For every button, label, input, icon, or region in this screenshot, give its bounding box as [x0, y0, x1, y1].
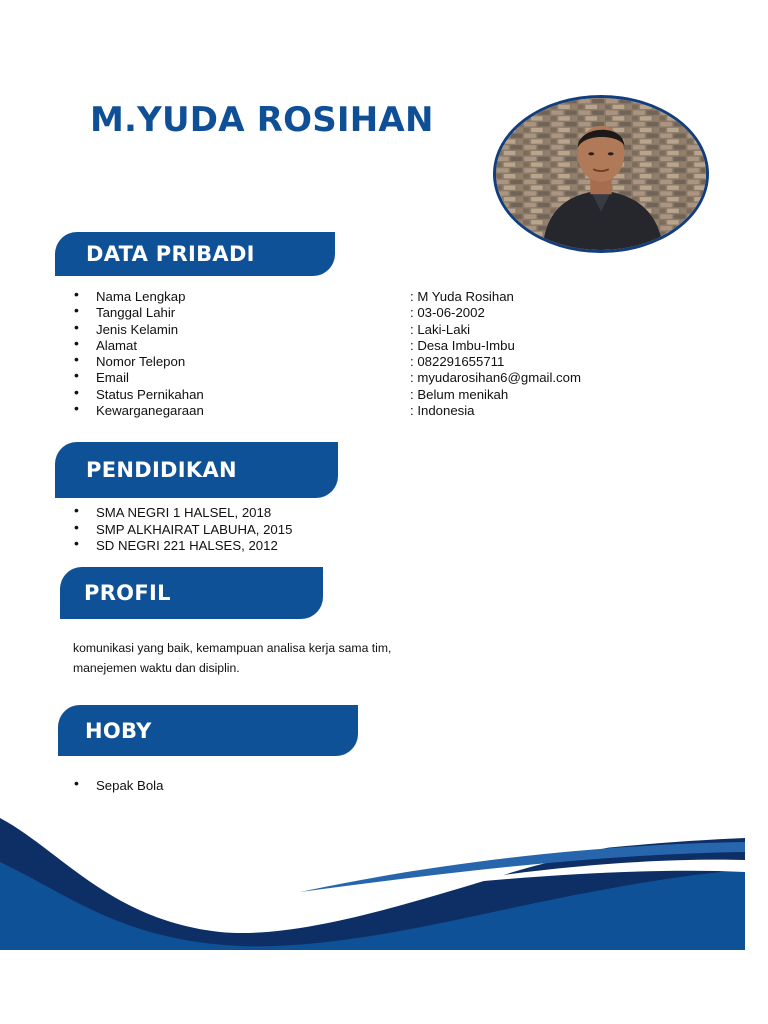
field-value: : Desa Imbu-Imbu [410, 337, 515, 353]
page-title: M.YUDA ROSIHAN [90, 100, 434, 140]
bullet-icon: • [74, 286, 79, 302]
section-title: PROFIL [84, 581, 171, 605]
section-header-pendidikan [55, 442, 338, 498]
field-label: Kewarganegaraan [96, 403, 204, 419]
bullet-icon: • [74, 383, 79, 400]
field-label: Nama Lengkap [96, 289, 186, 304]
field-value: : Laki-Laki [410, 321, 471, 337]
bullet-icon: • [74, 318, 79, 335]
education-entry: SMP ALKHAIRAT LABUHA, 2015 [96, 521, 293, 537]
field-label: Jenis Kelamin [96, 321, 179, 337]
bullet-icon: • [74, 400, 79, 417]
field-value: : 03-06-2002 [410, 305, 485, 321]
field-label: Nomor Telepon [96, 354, 186, 370]
field-value: : Belum menikah [410, 386, 509, 402]
field-value: : Indonesia [410, 403, 475, 419]
bullet-icon: • [74, 351, 79, 368]
bullet-icon: • [74, 535, 79, 551]
hobby-entry: Sepak Bola [96, 778, 164, 793]
profile-photo [493, 95, 709, 253]
profile-line: komunikasi yang baik, kemampuan analisa kerja sama tim, [73, 641, 392, 655]
bullet-icon: • [74, 518, 79, 535]
bullet-icon: • [74, 302, 79, 319]
profile-line: manejemen waktu dan disiplin. [73, 661, 240, 675]
education-entry: SMA NEGRI 1 HALSEL, 2018 [96, 505, 272, 520]
section-title: HOBY [85, 718, 152, 743]
field-value: : 082291655711 [410, 354, 505, 370]
field-value: : myudarosihan6@gmail.com [410, 370, 581, 386]
section-title: PENDIDIKAN [86, 458, 237, 482]
profile-photo-image [496, 98, 706, 250]
bullet-icon: • [74, 334, 79, 351]
profile-description [73, 638, 433, 678]
field-label: Status Pernikahan [96, 386, 204, 402]
field-label: Tanggal Lahir [96, 305, 176, 321]
bullet-icon: • [74, 367, 79, 384]
bullet-icon: • [74, 775, 79, 791]
section-header-hoby [58, 705, 358, 756]
section-header-profil [60, 567, 323, 619]
field-value: : M Yuda Rosihan [410, 289, 514, 304]
bullet-icon: • [74, 502, 79, 518]
section-header-data-pribadi [55, 232, 335, 276]
education-entry: SD NEGRI 221 HALSES, 2012 [96, 538, 278, 553]
field-label: Email [96, 370, 129, 386]
field-label: Alamat [96, 337, 138, 353]
footer-wave-decoration [0, 800, 768, 960]
section-title: DATA PRIBADI [86, 242, 255, 266]
